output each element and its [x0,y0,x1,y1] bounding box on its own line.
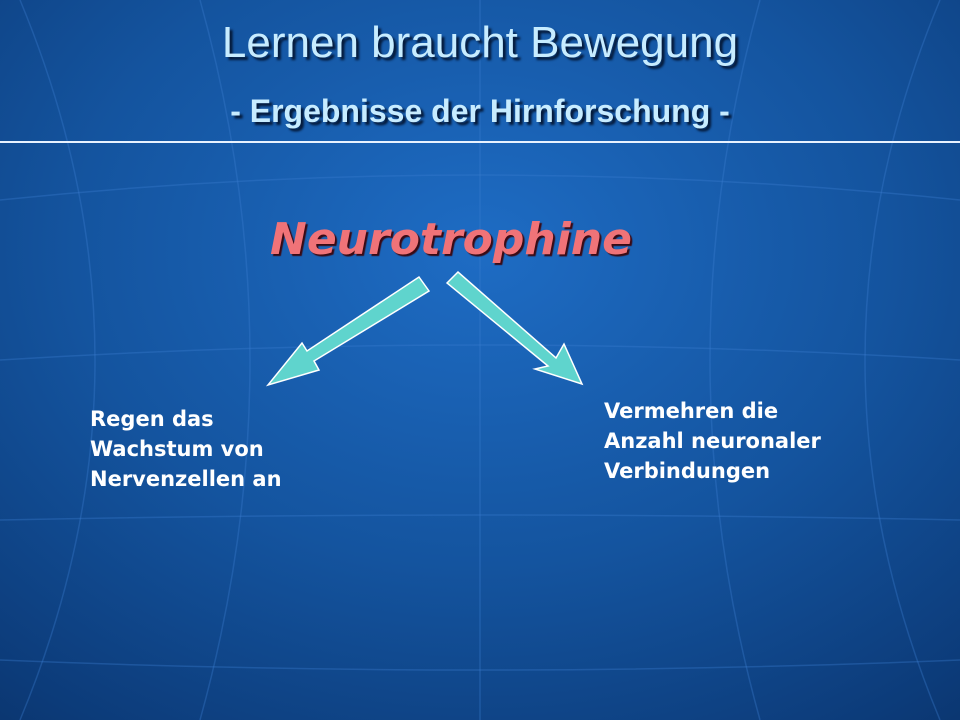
slide-title: Lernen braucht Bewegung [221,18,739,67]
effect-right-line: Anzahl neuronaler [604,429,821,453]
concept-label: Neurotrophine [270,214,632,265]
effect-left-line: Regen das [90,407,214,431]
arrow-left [268,277,429,385]
arrow-right [447,272,582,384]
effect-left-line: Nervenzellen an [90,467,282,491]
effect-left [90,404,390,494]
effect-right-line: Vermehren die [604,399,779,423]
effect-right [604,396,934,486]
effect-right-line: Verbindungen [604,459,771,483]
effect-left-line: Wachstum von [90,437,264,461]
slide-subtitle: - Ergebnisse der Hirnforschung - [230,93,730,129]
